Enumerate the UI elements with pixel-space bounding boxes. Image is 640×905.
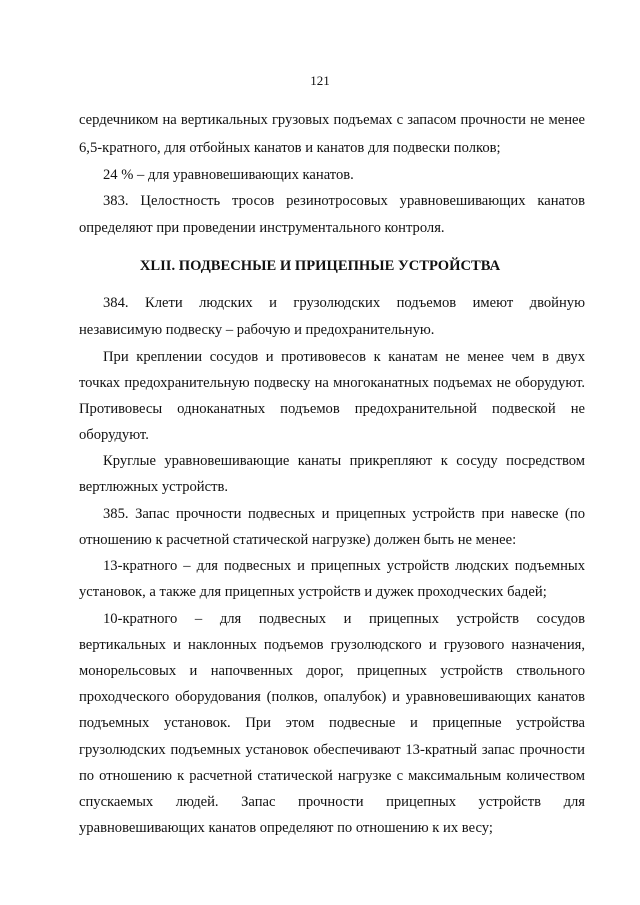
text-line: Противовесы одноканатных подъемов предохранительной подвеской не (79, 401, 585, 417)
page-number: 121 (310, 73, 330, 88)
text-line: уравновешивающих канатов определяют по отношению к их весу; (79, 820, 493, 836)
text-line: вертикальных и наклонных подъемов грузолюдского и грузового назначения, (79, 637, 585, 653)
text-line: сердечником на вертикальных грузовых подъемах с запасом прочности не менее (79, 112, 585, 128)
text-line: отношению к расчетной статической нагрузке) должен быть не менее: (79, 532, 517, 548)
section-heading: XLII. ПОДВЕСНЫЕ И ПРИЦЕПНЫЕ УСТРОЙСТВА (139, 258, 501, 274)
text-line: подъемных установок. При этом подвесные и прицепные устройства (79, 715, 585, 731)
text-line: 13-кратного – для подвесных и прицепных устройств людских подъемных (103, 558, 585, 574)
text-line: установок, а также для прицепных устройств и дужек проходческих бадей; (79, 584, 547, 600)
text-line: Круглые уравновешивающие канаты прикрепляют к сосуду посредством (103, 453, 585, 469)
text-line: оборудуют. (79, 427, 149, 443)
text-line: При креплении сосудов и противовесов к канатам не менее чем в двух (103, 349, 585, 365)
text-line: точках предохранительную подвеску на многоканатных подъемах не оборудуют. (79, 375, 585, 391)
text-line: 384. Клети людских и грузолюдских подъемов имеют двойную (103, 295, 585, 311)
text-line: определяют при проведении инструментального контроля. (79, 220, 445, 236)
text-line: вертлюжных устройств. (79, 479, 228, 495)
text-line: грузолюдских подъемных установок обеспечивают 13-кратный запас прочности (79, 742, 585, 758)
text-line: спускаемых людей. Запас прочности прицепных устройств для (79, 794, 585, 810)
text-line: 10-кратного – для подвесных и прицепных устройств сосудов (103, 611, 585, 627)
text-line: независимую подвеску – рабочую и предохранительную. (79, 322, 435, 338)
text-line: монорельсовых и напочвенных дорог, прицепных устройств ствольного (79, 663, 585, 679)
text-line: 24 % – для уравновешивающих канатов. (103, 167, 354, 183)
text-line: 6,5-кратного, для отбойных канатов и канатов для подвески полков; (79, 140, 501, 156)
text-line: 385. Запас прочности подвесных и прицепных устройств при навеске (по (103, 506, 585, 522)
text-line: 383. Целостность тросов резинотросовых уравновешивающих канатов (103, 193, 585, 209)
text-line: по отношению к расчетной статической нагрузке с максимальным количеством (79, 768, 585, 784)
text-line: проходческого оборудования (полков, опалубок) и уравновешивающих канатов (79, 689, 585, 705)
